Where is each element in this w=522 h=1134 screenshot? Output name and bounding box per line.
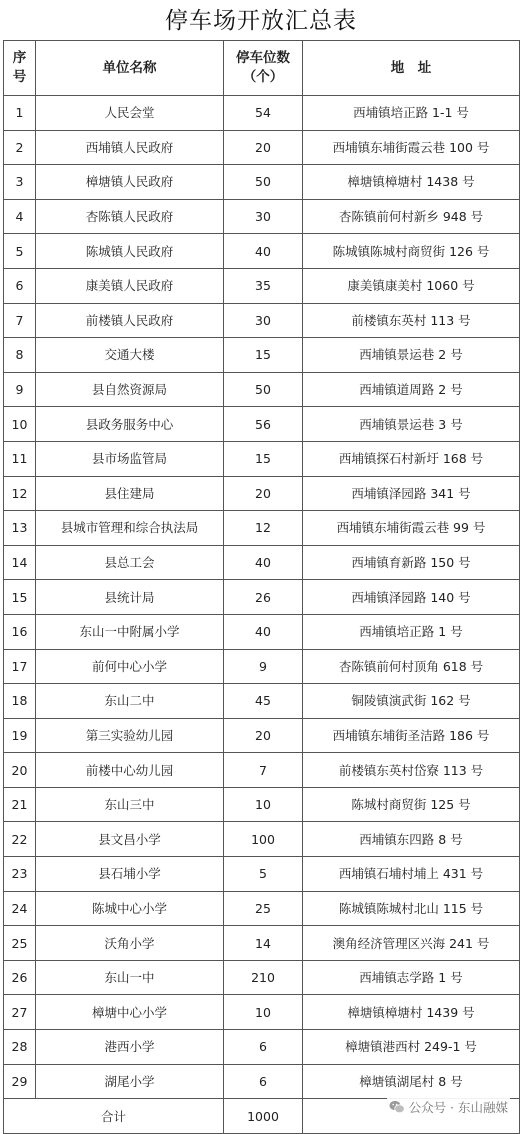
cell-spaces: 15: [224, 441, 303, 476]
cell-spaces: 40: [224, 234, 303, 269]
parking-summary-table: [3, 40, 520, 1134]
cell-address: 前楼镇东英村岱寮 113 号: [303, 753, 520, 788]
header-spaces: 停车位数 （个）: [224, 41, 303, 96]
cell-spaces: 10: [224, 787, 303, 822]
cell-address: 康美镇康美村 1060 号: [303, 268, 520, 303]
cell-seq: 10: [4, 407, 36, 442]
cell-unit: 陈城中心小学: [36, 891, 224, 926]
cell-address: 陈城村商贸街 125 号: [303, 787, 520, 822]
table-row: [4, 268, 520, 303]
cell-address: 西埔镇培正路 1-1 号: [303, 96, 520, 131]
cell-spaces: 56: [224, 407, 303, 442]
table-row: [4, 718, 520, 753]
cell-unit: 县政务服务中心: [36, 407, 224, 442]
cell-address: 前楼镇东英村 113 号: [303, 303, 520, 338]
cell-seq: 21: [4, 787, 36, 822]
cell-unit: 人民会堂: [36, 96, 224, 131]
table-row: [4, 926, 520, 961]
cell-seq: 18: [4, 684, 36, 719]
cell-unit: 县统计局: [36, 580, 224, 615]
cell-address: 樟塘镇湖尾村 8 号: [303, 1064, 520, 1099]
table-row: [4, 165, 520, 200]
cell-address: 西埔镇道周路 2 号: [303, 372, 520, 407]
cell-spaces: 100: [224, 822, 303, 857]
cell-spaces: 54: [224, 96, 303, 131]
table-row: [4, 1064, 520, 1099]
cell-spaces: 15: [224, 338, 303, 373]
table-row: [4, 441, 520, 476]
table-row: [4, 96, 520, 131]
cell-address: 西埔镇志学路 1 号: [303, 960, 520, 995]
cell-unit: 杏陈镇人民政府: [36, 199, 224, 234]
cell-address: 西埔镇景运巷 3 号: [303, 407, 520, 442]
cell-unit: 交通大楼: [36, 338, 224, 373]
cell-unit: 沃角小学: [36, 926, 224, 961]
header-unit: 单位名称: [36, 41, 224, 96]
cell-seq: 14: [4, 545, 36, 580]
table-row: [4, 787, 520, 822]
header-seq: 序 号: [4, 41, 36, 96]
cell-spaces: 50: [224, 372, 303, 407]
cell-seq: 15: [4, 580, 36, 615]
total-value: 1000: [224, 1099, 303, 1134]
watermark-text: 公众号 · 东山融媒: [408, 1100, 508, 1115]
cell-address: 西埔镇东埔街霞云巷 100 号: [303, 130, 520, 165]
cell-address: 陈城镇陈城村北山 115 号: [303, 891, 520, 926]
cell-address: 西埔镇景运巷 2 号: [303, 338, 520, 373]
cell-unit: 东山三中: [36, 787, 224, 822]
cell-spaces: 40: [224, 545, 303, 580]
cell-unit: 县石埔小学: [36, 857, 224, 892]
cell-unit: 东山二中: [36, 684, 224, 719]
table-row: [4, 199, 520, 234]
cell-seq: 6: [4, 268, 36, 303]
header-address: 地 址: [303, 41, 520, 96]
cell-spaces: 7: [224, 753, 303, 788]
cell-unit: 东山一中附属小学: [36, 614, 224, 649]
cell-spaces: 20: [224, 130, 303, 165]
cell-spaces: 45: [224, 684, 303, 719]
cell-address: 西埔镇探石村新圩 168 号: [303, 441, 520, 476]
cell-spaces: 50: [224, 165, 303, 200]
cell-seq: 9: [4, 372, 36, 407]
cell-unit: 东山一中: [36, 960, 224, 995]
table-row: [4, 511, 520, 546]
cell-address: 澳角经济管理区兴海 241 号: [303, 926, 520, 961]
cell-seq: 25: [4, 926, 36, 961]
cell-unit: 县文昌小学: [36, 822, 224, 857]
cell-spaces: 26: [224, 580, 303, 615]
cell-address: 樟塘镇樟塘村 1438 号: [303, 165, 520, 200]
cell-seq: 27: [4, 995, 36, 1030]
cell-seq: 1: [4, 96, 36, 131]
cell-unit: 康美镇人民政府: [36, 268, 224, 303]
table-row: [4, 407, 520, 442]
cell-unit: 前何中心小学: [36, 649, 224, 684]
cell-seq: 5: [4, 234, 36, 269]
cell-spaces: 20: [224, 718, 303, 753]
cell-unit: 县住建局: [36, 476, 224, 511]
cell-unit: 第三实验幼儿园: [36, 718, 224, 753]
cell-seq: 20: [4, 753, 36, 788]
cell-seq: 28: [4, 1030, 36, 1065]
cell-seq: 23: [4, 857, 36, 892]
cell-unit: 前楼中心幼儿园: [36, 753, 224, 788]
cell-address: 西埔镇东埔街霞云巷 99 号: [303, 511, 520, 546]
cell-unit: 樟塘中心小学: [36, 995, 224, 1030]
table-row: [4, 1030, 520, 1065]
table-row: [4, 234, 520, 269]
cell-unit: 县自然资源局: [36, 372, 224, 407]
cell-unit: 县市场监管局: [36, 441, 224, 476]
table-row: [4, 684, 520, 719]
cell-spaces: 10: [224, 995, 303, 1030]
cell-address: 西埔镇育新路 150 号: [303, 545, 520, 580]
cell-spaces: 30: [224, 303, 303, 338]
cell-seq: 12: [4, 476, 36, 511]
watermark: [387, 1096, 510, 1118]
cell-seq: 24: [4, 891, 36, 926]
table-row: [4, 338, 520, 373]
cell-unit: 县总工会: [36, 545, 224, 580]
page-title: 停车场开放汇总表: [165, 8, 357, 34]
cell-seq: 11: [4, 441, 36, 476]
table-row: [4, 545, 520, 580]
table-header-row: [4, 41, 520, 96]
table-body: [4, 96, 520, 1099]
cell-seq: 13: [4, 511, 36, 546]
cell-spaces: 210: [224, 960, 303, 995]
table-row: [4, 753, 520, 788]
cell-address: 樟塘镇港西村 249-1 号: [303, 1030, 520, 1065]
table-row: [4, 372, 520, 407]
cell-unit: 县城市管理和综合执法局: [36, 511, 224, 546]
cell-address: 西埔镇东埔街圣洁路 186 号: [303, 718, 520, 753]
table-row: [4, 614, 520, 649]
cell-spaces: 6: [224, 1064, 303, 1099]
wechat-icon: [389, 1100, 405, 1114]
cell-address: 陈城镇陈城村商贸街 126 号: [303, 234, 520, 269]
cell-seq: 8: [4, 338, 36, 373]
table-row: [4, 476, 520, 511]
cell-spaces: 14: [224, 926, 303, 961]
cell-address: 西埔镇泽园路 341 号: [303, 476, 520, 511]
cell-address: 西埔镇东四路 8 号: [303, 822, 520, 857]
total-label: 合计: [4, 1099, 224, 1134]
cell-unit: 港西小学: [36, 1030, 224, 1065]
cell-spaces: 9: [224, 649, 303, 684]
cell-spaces: 20: [224, 476, 303, 511]
cell-seq: 2: [4, 130, 36, 165]
cell-address: 西埔镇培正路 1 号: [303, 614, 520, 649]
cell-spaces: 12: [224, 511, 303, 546]
cell-seq: 17: [4, 649, 36, 684]
cell-address: 铜陵镇演武街 162 号: [303, 684, 520, 719]
cell-unit: 湖尾小学: [36, 1064, 224, 1099]
cell-seq: 29: [4, 1064, 36, 1099]
cell-spaces: 6: [224, 1030, 303, 1065]
table-row: [4, 649, 520, 684]
cell-address: 西埔镇石埔村埔上 431 号: [303, 857, 520, 892]
cell-spaces: 30: [224, 199, 303, 234]
cell-seq: 26: [4, 960, 36, 995]
table-row: [4, 822, 520, 857]
cell-address: 杏陈镇前何村新乡 948 号: [303, 199, 520, 234]
cell-unit: 陈城镇人民政府: [36, 234, 224, 269]
table-row: [4, 580, 520, 615]
cell-unit: 樟塘镇人民政府: [36, 165, 224, 200]
cell-spaces: 25: [224, 891, 303, 926]
table-row: [4, 857, 520, 892]
cell-seq: 22: [4, 822, 36, 857]
cell-spaces: 5: [224, 857, 303, 892]
table-row: [4, 891, 520, 926]
cell-spaces: 35: [224, 268, 303, 303]
table-row: [4, 303, 520, 338]
cell-address: 樟塘镇樟塘村 1439 号: [303, 995, 520, 1030]
table-row: [4, 960, 520, 995]
cell-unit: 西埔镇人民政府: [36, 130, 224, 165]
cell-seq: 16: [4, 614, 36, 649]
cell-spaces: 40: [224, 614, 303, 649]
table-row: [4, 130, 520, 165]
table-row: [4, 995, 520, 1030]
cell-seq: 4: [4, 199, 36, 234]
cell-seq: 19: [4, 718, 36, 753]
cell-unit: 前楼镇人民政府: [36, 303, 224, 338]
cell-seq: 7: [4, 303, 36, 338]
cell-address: 西埔镇泽园路 140 号: [303, 580, 520, 615]
cell-address: 杏陈镇前何村顶角 618 号: [303, 649, 520, 684]
cell-seq: 3: [4, 165, 36, 200]
